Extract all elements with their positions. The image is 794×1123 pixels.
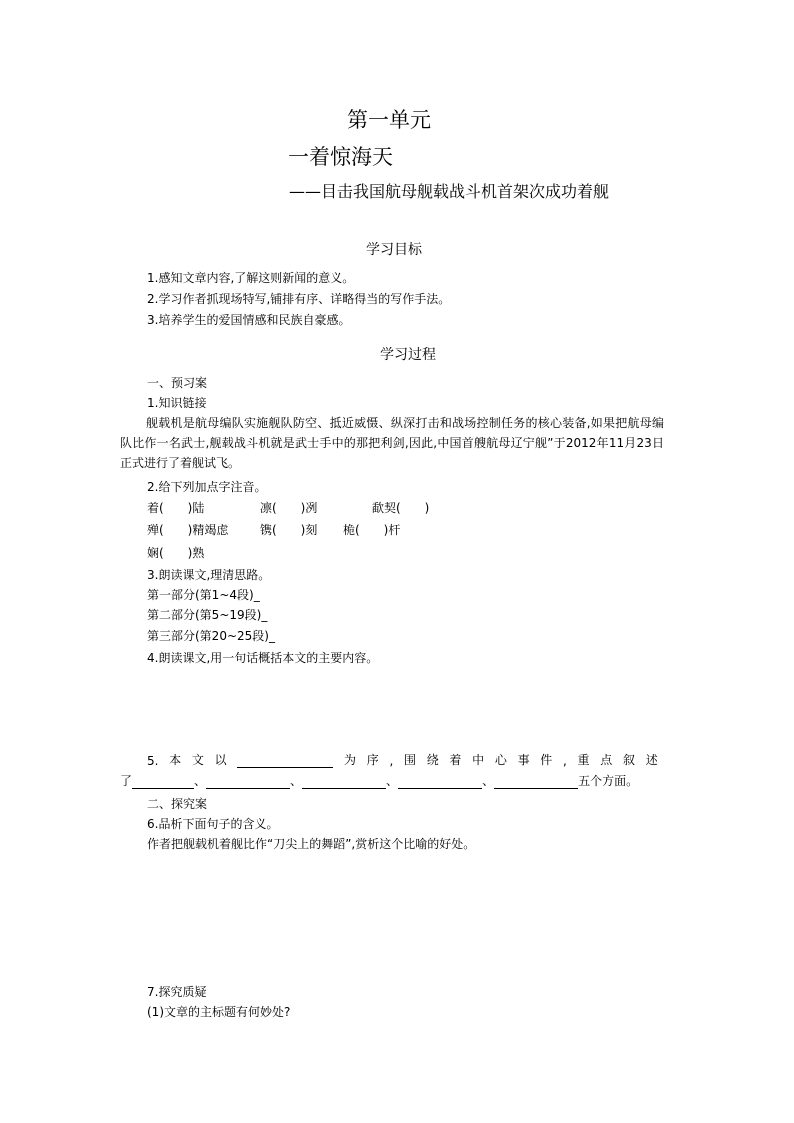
q7-sub1: (1)文章的主标题有何妙处?	[147, 1005, 291, 1019]
q5-char: 事	[517, 753, 530, 767]
pinyin-item: 着( )陆	[147, 501, 205, 515]
process-heading: 学习过程	[380, 347, 436, 363]
q5-char: 点	[600, 753, 613, 767]
q5-char: ,	[563, 754, 567, 768]
part2-label: 二、探究案	[147, 797, 208, 811]
q5-char: 述	[645, 753, 658, 767]
article-subtitle: ——目击我国航母舰载战斗机首架次成功着舰	[289, 182, 610, 201]
pinyin-item: 殚( )精竭虑	[147, 523, 229, 537]
q5-blank-3[interactable]	[302, 775, 386, 789]
q6-label: 6.品析下面句子的含义。	[147, 817, 279, 831]
q5-char: 件	[540, 753, 553, 767]
q5-char: 围	[403, 753, 416, 767]
q1-label: 1.知识链接	[147, 396, 207, 410]
q5-line2	[120, 772, 638, 789]
q5-separator: 、	[194, 774, 207, 788]
section-item: 第三部分(第20~25段)_	[147, 629, 275, 643]
q5-blank-sequence[interactable]	[237, 754, 333, 768]
q5-char: 中	[472, 753, 485, 767]
q3-label: 3.朗读课文,理清思路。	[147, 568, 271, 582]
q5-prefix: 了	[120, 774, 133, 788]
q5-char: ,	[389, 754, 394, 768]
q5-blank-5[interactable]	[494, 775, 578, 789]
q4-label: 4.朗读课文,用一句话概括本文的主要内容。	[147, 651, 379, 665]
objective-item: 1.感知文章内容,了解这则新闻的意义。	[147, 271, 355, 285]
q5-char: 文	[191, 753, 204, 767]
q5-separator: 、	[482, 774, 495, 788]
q5-separator: 、	[386, 774, 399, 788]
q7-label: 7.探究质疑	[147, 985, 207, 999]
q5-char: 绕	[426, 753, 439, 767]
q5-char: 本	[169, 753, 182, 767]
pinyin-item: 镌( )刻	[260, 523, 318, 537]
q5-char: 重	[577, 753, 590, 767]
q5-char: 心	[494, 753, 507, 767]
q2-label: 2.给下列加点字注音。	[147, 480, 267, 494]
q5-suffix: 五个方面。	[578, 774, 639, 788]
q5-separator: 、	[290, 774, 303, 788]
q5-char: 叙	[622, 753, 635, 767]
q5-blank-2[interactable]	[206, 775, 290, 789]
objective-item: 3.培养学生的爱国情感和民族自豪感。	[147, 313, 351, 327]
objectives-heading: 学习目标	[366, 242, 422, 258]
q5-char: 着	[449, 753, 462, 767]
q5-char: 以	[214, 753, 227, 767]
q5-line1	[147, 751, 658, 768]
q5-char: 5.	[147, 754, 159, 768]
objective-item: 2.学习作者抓现场特写,铺排有序、详略得当的写作手法。	[147, 292, 451, 306]
q5-blank-4[interactable]	[398, 775, 482, 789]
q5-char: 为	[344, 753, 357, 767]
pinyin-item: 凛( )冽	[260, 501, 318, 515]
q5-blank-1[interactable]	[132, 775, 194, 789]
pinyin-item: 歃契( )	[372, 501, 430, 515]
unit-title: 第一单元	[347, 108, 431, 132]
part1-label: 一、预习案	[147, 376, 208, 390]
q1-paragraph: 舰载机是航母编队实施舰队防空、抵近威慑、纵深打击和战场控制任务的核心装备,如果把航母编队比作一名武士,舰载战斗机就是武士手中的那把利剑,因此,中国首艘航母辽宁舰”于2012年11月23日正式进行了着舰试飞。	[120, 416, 664, 470]
section-item: 第二部分(第5~19段)_	[147, 608, 268, 622]
q5-char: 序	[366, 753, 379, 767]
pinyin-item: 桅( )杆	[343, 523, 401, 537]
pinyin-item: 娴( )熟	[147, 546, 205, 560]
section-item: 第一部分(第1~4段)_	[147, 588, 260, 602]
article-title: 一着惊海天	[288, 145, 393, 169]
q6-text: 作者把舰载机着舰比作“刀尖上的舞蹈”,赏析这个比喻的好处。	[147, 837, 476, 851]
